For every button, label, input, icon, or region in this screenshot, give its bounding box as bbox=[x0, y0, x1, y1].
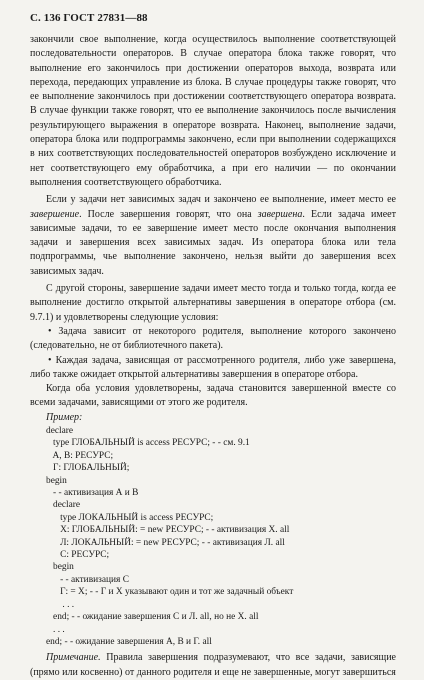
paragraph-1: закончили свое выполнение, когда осуществилось выполнение соответствующей последовательности операторов. В случае оператора блока также говорят, что выполнение его закончилось при достижении операторов выхода, возврата или перехода, передающих управление из блока. В случае процедуры также говорят, что ее выполнение закончилось при достижении соответствующего оператора возврата. В случае функции также говорят, что ее выполнение закончилось после вычисления результирующего выражения в операторе возврата. Наконец, выполнение задачи, оператора блока или подпрограммы закончено, если при выполнении содержащихся в них соответствующих последовательностей операторов возбуждено исключение и нет соответствующего ему обработчика, а при его наличии — по окончании выполнения соответствующего обработчика. bbox=[30, 34, 396, 188]
code-line: declare bbox=[46, 426, 74, 437]
code-line: A, B: РЕСУРС; bbox=[46, 450, 114, 461]
code-line: - - активизация C bbox=[46, 574, 129, 585]
code-line: . . . bbox=[46, 624, 65, 635]
code-line: - - активизация А и В bbox=[46, 488, 139, 499]
code-line: Г: ГЛОБАЛЬНЫЙ; bbox=[46, 463, 130, 474]
paragraph-2-part-c: . Если задача имеет зависимые задачи, то ее завершение имеет место после окончания выполнения задачи и завершения всех зависимых задач. Из оператора блока или тела подпрограммы, чье выполнение закончено, нельзя выйти до завершения всех зависимых задач. bbox=[30, 208, 396, 277]
code-line: type ГЛОБАЛЬНЫЙ is access РЕСУРС; - - см. 9.1 bbox=[46, 438, 250, 449]
document-body bbox=[30, 33, 396, 680]
code-line: end; - - ожидание завершения А, В и Г. all bbox=[46, 636, 212, 647]
example-label: Пример: bbox=[46, 411, 83, 423]
note-paragraph bbox=[30, 651, 396, 680]
code-line: Л: ЛОКАЛЬНЫЙ: = new РЕСУРС; - - активизация Л. all bbox=[46, 537, 285, 548]
code-line: begin bbox=[46, 562, 74, 573]
code-line: . . . bbox=[46, 599, 75, 610]
code-example bbox=[46, 425, 396, 648]
term-zavershenie: завершение bbox=[30, 208, 80, 220]
term-zavershena: завершена bbox=[257, 208, 303, 220]
code-line: begin bbox=[46, 475, 67, 486]
note-text: Правила завершения подразумевают, что все задачи, зависящие (прямо или косвенно) от данного родителя и еще не завершенные, могут завершиться bbox=[30, 652, 396, 678]
paragraph-3: С другой стороны, завершение задачи имеет место тогда и только тогда, когда ее выполнение достигло открытой альтернативы завершения в операторе отбора (см. 9.7.1) и удовлетворены следующие условия: bbox=[30, 283, 396, 323]
code-line: C: РЕСУРС; bbox=[46, 550, 110, 561]
bullet-2: • Каждая задача, зависящая от рассмотренного родителя, либо уже завершена, либо также ожидает открытой альтернативы завершения в операторе отбора. bbox=[30, 354, 396, 380]
code-line: Г: = X; - - Г и X указывают один и тот же задачный объект bbox=[46, 587, 294, 598]
paragraph-4: Когда оба условия удовлетворены, задача становится завершенной вместе со всеми задачами, зависящими от этого же родителя. bbox=[30, 383, 396, 409]
code-line: X: ГЛОБАЛЬНЫЙ: = new РЕСУРС; - - активизация X. all bbox=[46, 525, 290, 536]
code-line: end; - - ожидание завершения С и Л. all, но не X. all bbox=[46, 612, 259, 623]
page-header: С. 136 ГОСТ 27831—88 bbox=[30, 12, 148, 24]
bullet-1: • Задача зависит от некоторого родителя, выполнение которого закончено (следовательно, не от библиотечного пакета). bbox=[30, 325, 396, 352]
note-title: Примечание. bbox=[46, 652, 101, 664]
code-line: type ЛОКАЛЬНЫЙ is access РЕСУРС; bbox=[46, 512, 214, 523]
paragraph-2-part-a: Если у задачи нет зависимых задач и закончено ее выполнение, имеет место ее bbox=[46, 194, 396, 206]
paragraph-2 bbox=[30, 193, 396, 279]
paragraph-2-part-b: . После завершения говорят, что она bbox=[79, 208, 258, 220]
code-line: declare bbox=[46, 500, 81, 511]
